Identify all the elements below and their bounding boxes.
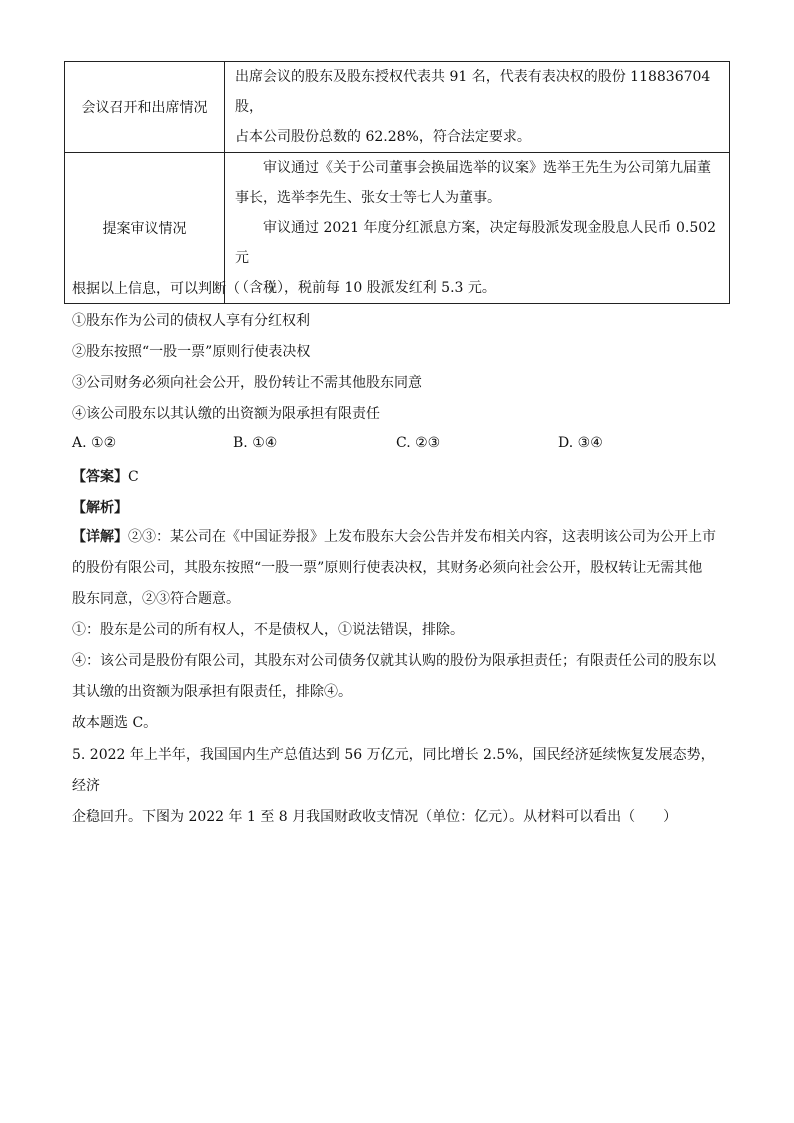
- analysis-heading: [72, 497, 128, 517]
- content-line: （含税），税前每 10 股派发红利 5.3 元。: [235, 280, 496, 296]
- detail-line: [72, 522, 728, 553]
- question-stem: 根据以上信息，可以判断（ ）: [72, 281, 282, 297]
- option-text: ③④: [577, 435, 603, 451]
- option-letter: C.: [396, 435, 416, 451]
- option-text: ①②: [91, 435, 117, 451]
- analysis-line: ①：股东是公司的所有权人，不是债权人，①说法错误，排除。: [72, 622, 464, 638]
- row-label: 会议召开和出席情况: [65, 62, 225, 153]
- answer-line: [72, 466, 139, 486]
- next-question-line: 5. 2022 年上半年，我国国内生产总值达到 56 万亿元，同比增长 2.5%，国民经济延续恢复发展态势，经济: [72, 747, 715, 794]
- content-line: 审议通过 2021 年度分红派息方案，决定每股派发现金股息人民币 0.502 元: [235, 220, 717, 266]
- statement-1: ①股东作为公司的债权人享有分红权利: [72, 313, 310, 329]
- table-row: [65, 62, 730, 153]
- content-line: 出席会议的股东及股东授权代表共 91 名，代表有表决权的股份 118836704 股，: [235, 69, 711, 115]
- option-text: ②③: [415, 435, 441, 451]
- analysis-tag: 【解析】: [72, 500, 128, 516]
- analysis-line: 其认缴的出资额为限承担有限责任，排除④。: [72, 684, 352, 700]
- next-question: [72, 740, 728, 833]
- answer-value: C: [128, 469, 139, 485]
- option-letter: B.: [233, 435, 253, 451]
- statement-2: ②股东按照“一股一票”原则行使表决权: [72, 344, 311, 360]
- option-text: ①④: [252, 435, 278, 451]
- detail-line: 股东同意，②③符合题意。: [72, 591, 240, 607]
- statement-4: ④该公司股东以其认缴的出资额为限承担有限责任: [72, 406, 380, 422]
- next-question-line: 企稳回升。下图为 2022 年 1 至 8 月我国财政收支情况（单位：亿元）。从材料可以看出（ ）: [72, 809, 678, 825]
- row-label: 提案审议情况: [65, 153, 225, 304]
- detail-text: ②③：某公司在《中国证券报》上发布股东大会公告并发布相关内容，这表明该公司为公开上市: [128, 529, 716, 545]
- meeting-info-table: [64, 61, 730, 304]
- content-line: 占本公司股份总数的 62.28%，符合法定要求。: [235, 129, 531, 145]
- row-content: [225, 62, 730, 153]
- statement-3: ③公司财务必须向社会公开，股份转让不需其他股东同意: [72, 375, 422, 391]
- option-b: [233, 435, 277, 451]
- detail-line: 的股份有限公司，其股东按照“一股一票”原则行使表决权，其财务必须向社会公开，股权转让无需其他: [72, 560, 703, 576]
- option-d: [558, 435, 603, 451]
- analysis-detail: [72, 522, 728, 739]
- answer-tag: 【答案】: [72, 469, 128, 485]
- option-c: [396, 435, 440, 451]
- analysis-line: ④：该公司是股份有限公司，其股东对公司债务仅就其认购的股份为限承担责任；有限责任公司的股东以: [72, 653, 716, 669]
- option-a: [72, 435, 116, 451]
- option-letter: D.: [558, 435, 578, 451]
- option-letter: A.: [72, 435, 92, 451]
- conclusion-line: 故本题选 C。: [72, 715, 158, 731]
- content-line: 审议通过《关于公司董事会换届选举的议案》选举王先生为公司第九届董: [263, 160, 711, 176]
- detail-tag: 【详解】: [72, 529, 128, 545]
- content-line: 事长，选举李先生、张女士等七人为董事。: [235, 190, 501, 206]
- row-content: [225, 153, 730, 304]
